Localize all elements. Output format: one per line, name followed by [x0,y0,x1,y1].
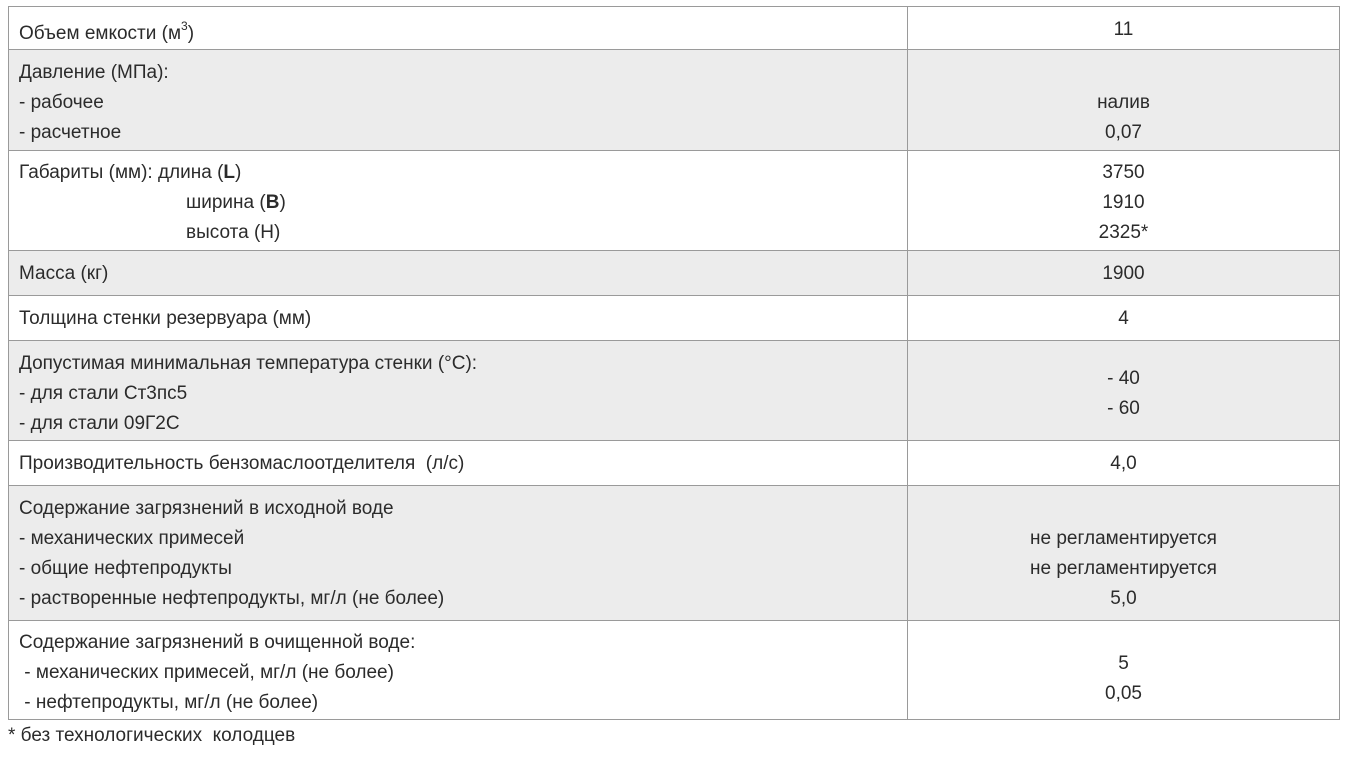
row-value [908,7,1340,50]
width-letter: B [265,192,280,213]
superscript: 3 [181,18,188,33]
row-label [9,7,908,50]
length-value: 3750 [1102,162,1145,183]
steel-09g2s-value: - 60 [1107,398,1140,419]
row-label [9,486,908,621]
total-oil-products-value: не регламентируется [1030,558,1217,579]
source-water-heading: Содержание загрязнений в исходной воде [19,498,394,519]
total-oil-products-label: - общие нефтепродукты [19,558,232,579]
table-row [9,441,1340,486]
treated-mechanical-impurities-label: - механических примесей, мг/л (не более) [19,662,394,683]
dimensions-width-label: ширина ( [186,192,266,213]
row-label [9,341,908,441]
pressure-heading: Давление (МПа): [19,62,169,83]
row-label [9,441,908,486]
row-value [908,441,1340,486]
footnote: * без технологических колодцев [8,725,296,746]
mass-label: Масса (кг) [19,263,109,284]
row-label [9,296,908,341]
mass-value: 1900 [1102,263,1145,284]
length-letter: L [223,162,236,183]
pressure-working-value: налив [1097,92,1150,113]
width-value: 1910 [1102,192,1145,213]
dimensions-length-label: Габариты (мм): длина ( [19,162,224,183]
row-label [9,251,908,296]
table-row [9,151,1340,251]
volume-label-suffix: ) [187,23,195,44]
spec-table-wrapper [8,6,1340,720]
wall-thickness-value: 4 [1118,308,1129,329]
dimensions-height-label: высота (H) [186,222,281,243]
steel-09g2s-label: - для стали 09Г2С [19,413,180,434]
dissolved-oil-products-value: 5,0 [1110,588,1137,609]
treated-water-heading: Содержание загрязнений в очищенной воде: [19,632,416,653]
separator-capacity-value: 4,0 [1110,453,1137,474]
row-label [9,621,908,720]
table-row [9,7,1340,50]
min-temp-heading: Допустимая минимальная температура стенки (°С): [19,353,478,374]
row-value [908,251,1340,296]
steel-st3ps5-value: - 40 [1107,368,1140,389]
row-value [908,50,1340,151]
mechanical-impurities-label: - механических примесей [19,528,245,549]
table-row [9,486,1340,621]
row-label: Габариты (мм): длина (L) ширина (B) высота (H) [9,151,908,251]
volume-value: 11 [1113,19,1134,40]
volume-label: Объем емкости (м [19,23,182,44]
pressure-design-value: 0,07 [1105,122,1142,143]
table-row [9,50,1340,151]
pressure-design-label: - расчетное [19,122,122,143]
table-row [9,341,1340,441]
height-value: 2325* [1098,222,1149,243]
row-value [908,486,1340,621]
table-row [9,621,1340,720]
row-value [908,341,1340,441]
row-label [9,50,908,151]
separator-capacity-label: Производительность бензомаслоотделителя (л/с) [19,453,465,474]
table-row [9,296,1340,341]
specifications-table [8,6,1340,720]
row-value [908,296,1340,341]
wall-thickness-label: Толщина стенки резервуара (мм) [19,308,312,329]
pressure-working-label: - рабочее [19,92,104,113]
treated-oil-products-value: 0,05 [1105,683,1142,704]
table-row [9,251,1340,296]
mechanical-impurities-value: не регламентируется [1030,528,1217,549]
row-value [908,151,1340,251]
treated-oil-products-label: - нефтепродукты, мг/л (не более) [19,692,319,713]
treated-mechanical-impurities-value: 5 [1118,653,1129,674]
row-value [908,621,1340,720]
dissolved-oil-products-label: - растворенные нефтепродукты, мг/л (не более) [19,588,445,609]
steel-st3ps5-label: - для стали Ст3пс5 [19,383,188,404]
